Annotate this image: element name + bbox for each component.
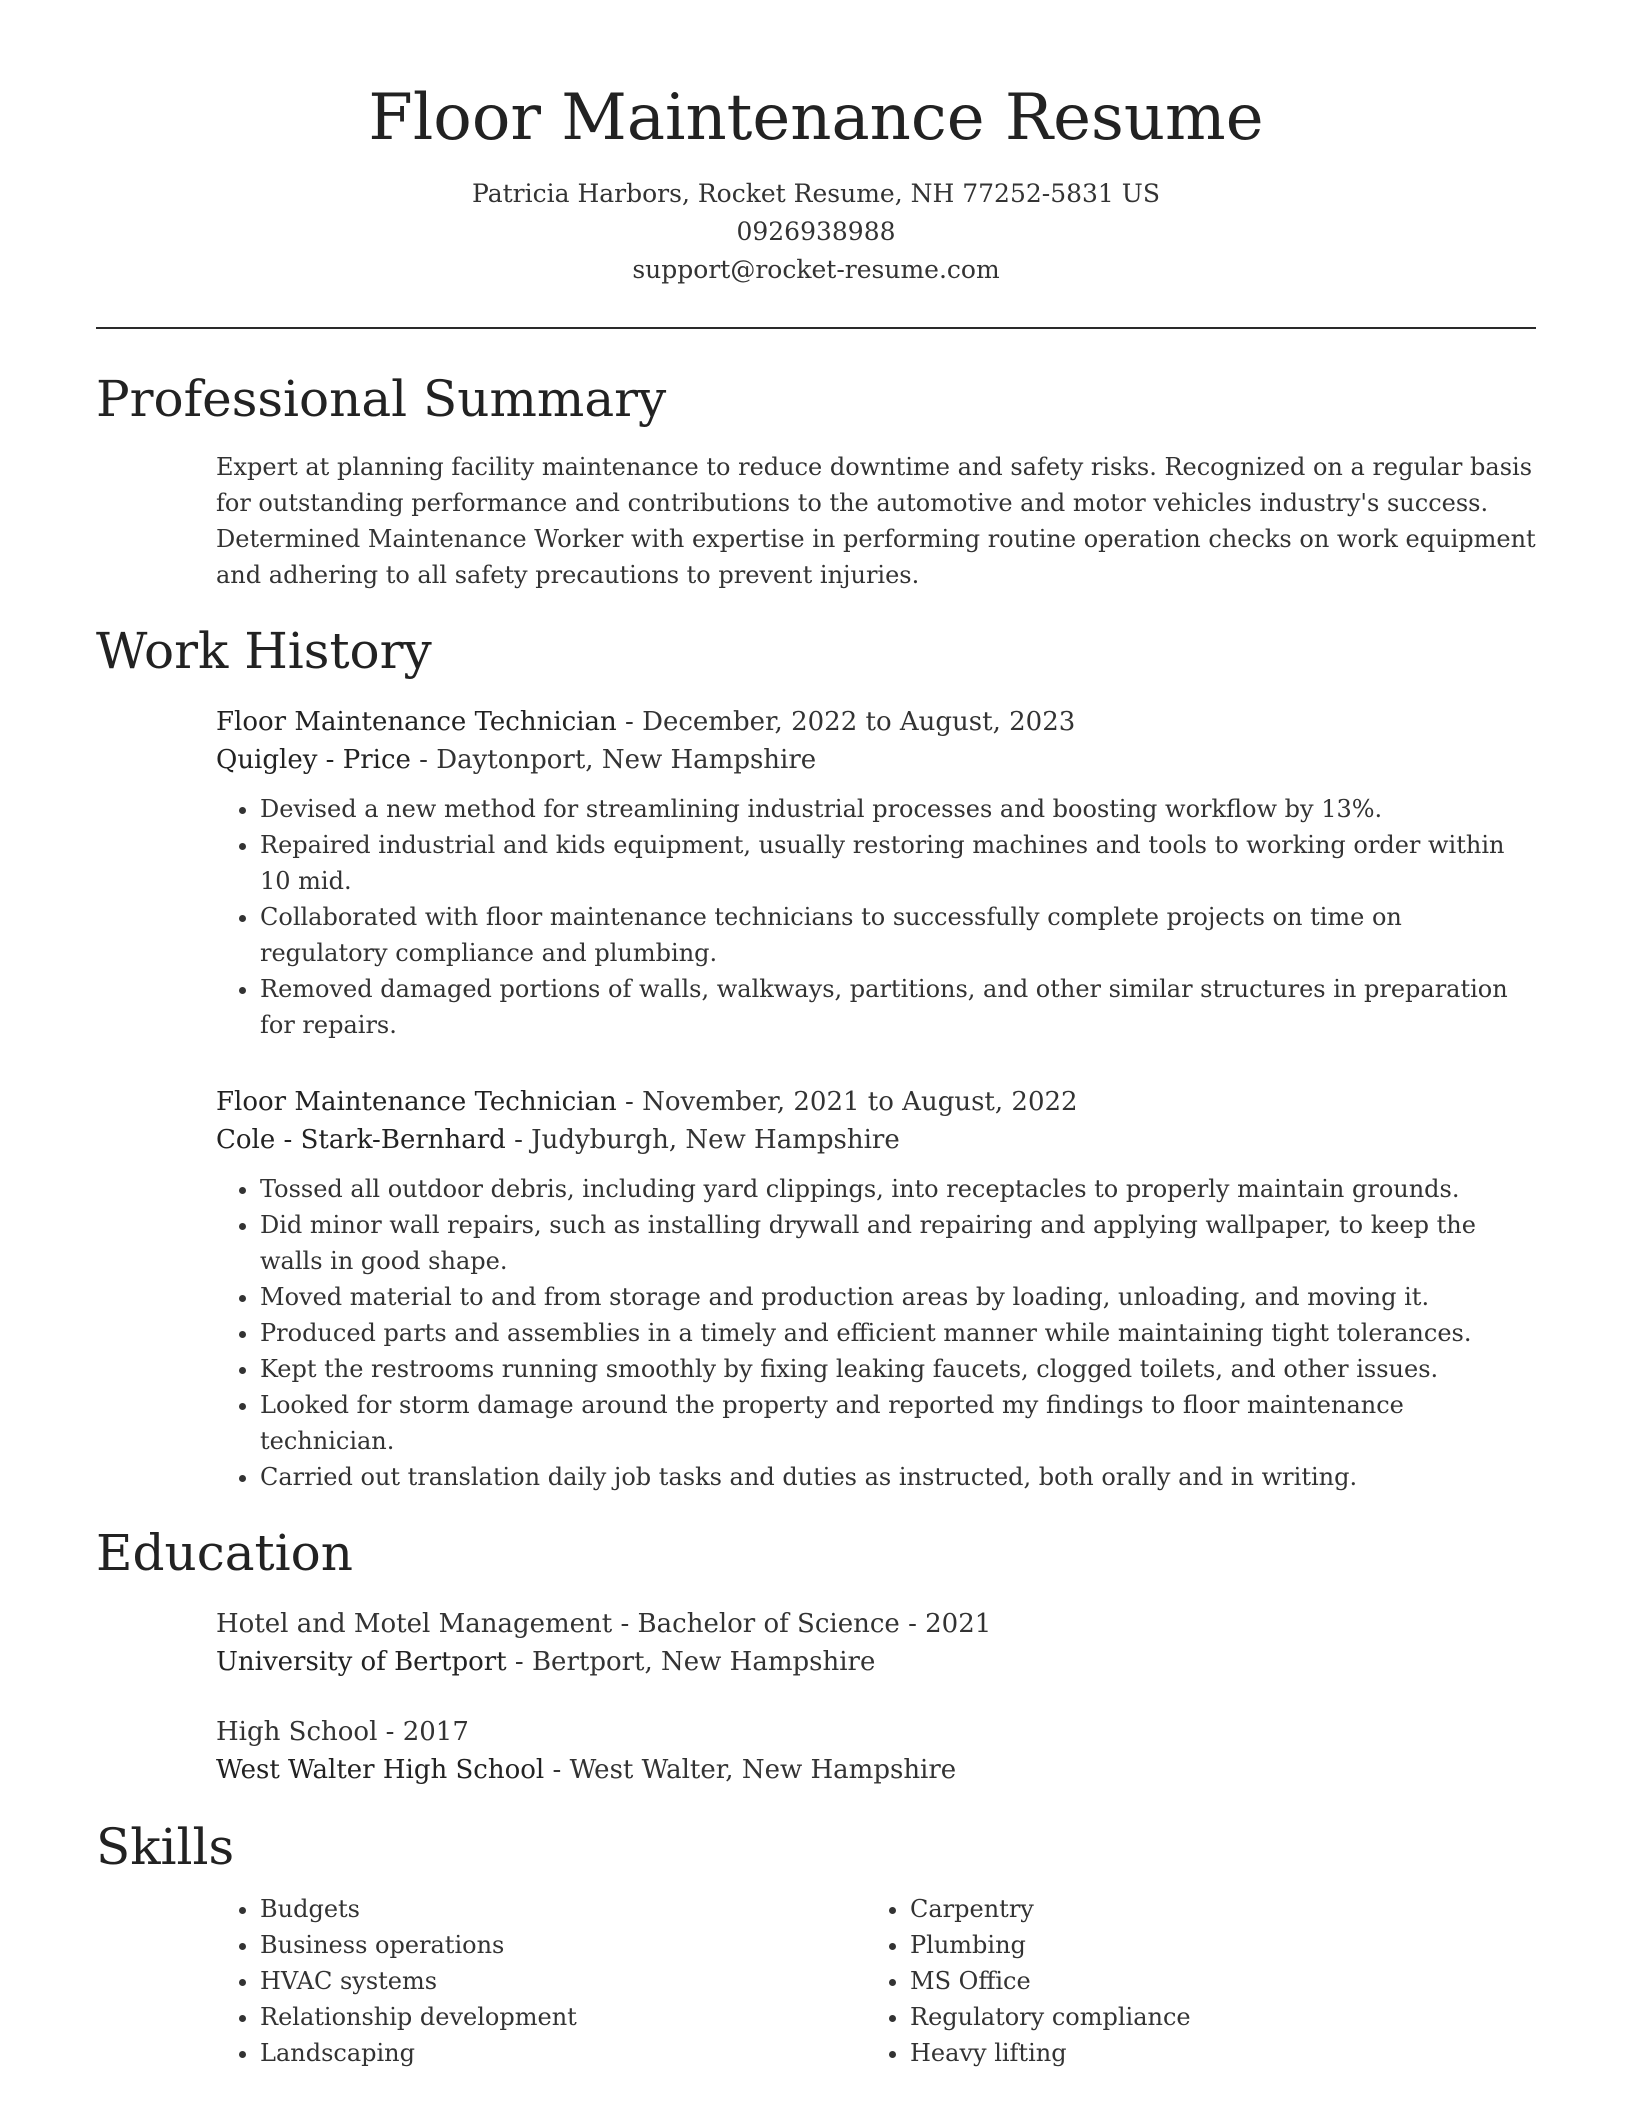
education-location: West Walter, New Hampshire	[569, 1754, 957, 1785]
skill-item: • HVAC systems	[260, 1963, 866, 1999]
job-bullet: • Looked for storm damage around the property and reported my findings to floor maintenance technician.	[260, 1387, 1536, 1459]
job-title-line: Floor Maintenance Technician - November, 2021 to August, 2022	[216, 1086, 1078, 1117]
skills-section	[96, 1817, 1536, 2071]
skills-list-right	[866, 1891, 1516, 2071]
education-entry	[216, 1713, 1536, 1789]
contact-address: Patricia Harbors, Rocket Resume, NH 77252-5831 US	[472, 178, 1160, 208]
education-school: West Walter High School	[216, 1754, 545, 1785]
job-company: Cole - Stark-Bernhard	[216, 1124, 506, 1155]
skill-item: • Heavy lifting	[910, 2035, 1516, 2071]
education-degree: Hotel and Motel Management - Bachelor of Science - 2021	[216, 1608, 992, 1639]
job-bullets	[216, 791, 1536, 1043]
skill-item: • Plumbing	[910, 1927, 1516, 1963]
job-dates: November, 2021 to August, 2022	[642, 1086, 1078, 1117]
skills-list-left	[216, 1891, 866, 2071]
skill-item: • Carpentry	[910, 1891, 1516, 1927]
header-divider	[96, 327, 1536, 329]
job-title-line: Floor Maintenance Technician - December, 2022 to August, 2023	[216, 706, 1076, 737]
resume-title: Floor Maintenance Resume	[368, 81, 1264, 155]
summary-section	[96, 369, 1536, 593]
job-bullets	[216, 1171, 1536, 1495]
job-bullet: • Devised a new method for streamlining industrial processes and boosting workflow by 13%.	[260, 791, 1536, 827]
job-title: Floor Maintenance Technician	[216, 706, 617, 737]
job-bullet: • Collaborated with floor maintenance technicians to successfully complete projects on time on regulatory compliance and plumbing.	[260, 899, 1536, 971]
education-degree: High School - 2017	[216, 1716, 469, 1747]
job-entry	[216, 1083, 1536, 1495]
job-entry	[216, 703, 1536, 1043]
job-bullet: • Kept the restrooms running smoothly by fixing leaking faucets, clogged toilets, and other issues.	[260, 1351, 1536, 1387]
skill-item: • Landscaping	[260, 2035, 866, 2071]
job-bullet: • Tossed all outdoor debris, including yard clippings, into receptacles to properly maintain grounds.	[260, 1171, 1536, 1207]
resume-header	[96, 80, 1536, 289]
job-bullet: • Did minor wall repairs, such as installing drywall and repairing and applying wallpaper, to keep the walls in good shape.	[260, 1207, 1536, 1279]
skills-heading: Skills	[96, 1817, 235, 1876]
skills-columns	[216, 1891, 1536, 2071]
job-company: Quigley - Price	[216, 744, 411, 775]
contact-email: support@rocket-resume.com	[632, 254, 1000, 284]
education-school: University of Bertport	[216, 1646, 507, 1677]
job-bullet: • Produced parts and assemblies in a timely and efficient manner while maintaining tight tolerances.	[260, 1315, 1536, 1351]
skill-item: • Business operations	[260, 1927, 866, 1963]
job-company-line: Cole - Stark-Bernhard - Judyburgh, New Hampshire	[216, 1124, 900, 1155]
work-history-section	[96, 621, 1536, 1495]
job-bullet: • Carried out translation daily job tasks and duties as instructed, both orally and in writing.	[260, 1459, 1536, 1495]
skill-item: • Budgets	[260, 1891, 866, 1927]
work-history-heading: Work History	[96, 621, 432, 680]
summary-text: Expert at planning facility maintenance to reduce downtime and safety risks. Recognized on a regular basis for outstanding performance and contributions to the automotive and motor vehicles industry's success. Determined Maintenance Worker with expertise in performing routine operation checks on work equipment and adhering to all safety precautions to prevent injuries.	[216, 452, 1536, 589]
job-company-line: Quigley - Price - Daytonport, New Hampshire	[216, 744, 817, 775]
job-location: Daytonport, New Hampshire	[436, 744, 817, 775]
job-bullet: • Repaired industrial and kids equipment, usually restoring machines and tools to working order within 10 mid.	[260, 827, 1536, 899]
skill-item: • Relationship development	[260, 1999, 866, 2035]
education-school-line: University of Bertport - Bertport, New Hampshire	[216, 1646, 876, 1677]
contact-block	[96, 175, 1536, 289]
skill-item: • Regulatory compliance	[910, 1999, 1516, 2035]
education-location: Bertport, New Hampshire	[531, 1646, 876, 1677]
job-bullet: • Removed damaged portions of walls, walkways, partitions, and other similar structures in preparation for repairs.	[260, 971, 1536, 1043]
job-bullet: • Moved material to and from storage and production areas by loading, unloading, and moving it.	[260, 1279, 1536, 1315]
job-title: Floor Maintenance Technician	[216, 1086, 617, 1117]
education-entry	[216, 1605, 1536, 1681]
job-location: Judyburgh, New Hampshire	[531, 1124, 900, 1155]
education-school-line: West Walter High School - West Walter, New Hampshire	[216, 1754, 957, 1785]
education-heading: Education	[96, 1523, 353, 1582]
summary-heading: Professional Summary	[96, 369, 667, 428]
education-section	[96, 1523, 1536, 1789]
resume-page	[96, 80, 1536, 2071]
contact-phone: 0926938988	[736, 216, 896, 246]
skill-item: • MS Office	[910, 1963, 1516, 1999]
job-dates: December, 2022 to August, 2023	[642, 706, 1076, 737]
